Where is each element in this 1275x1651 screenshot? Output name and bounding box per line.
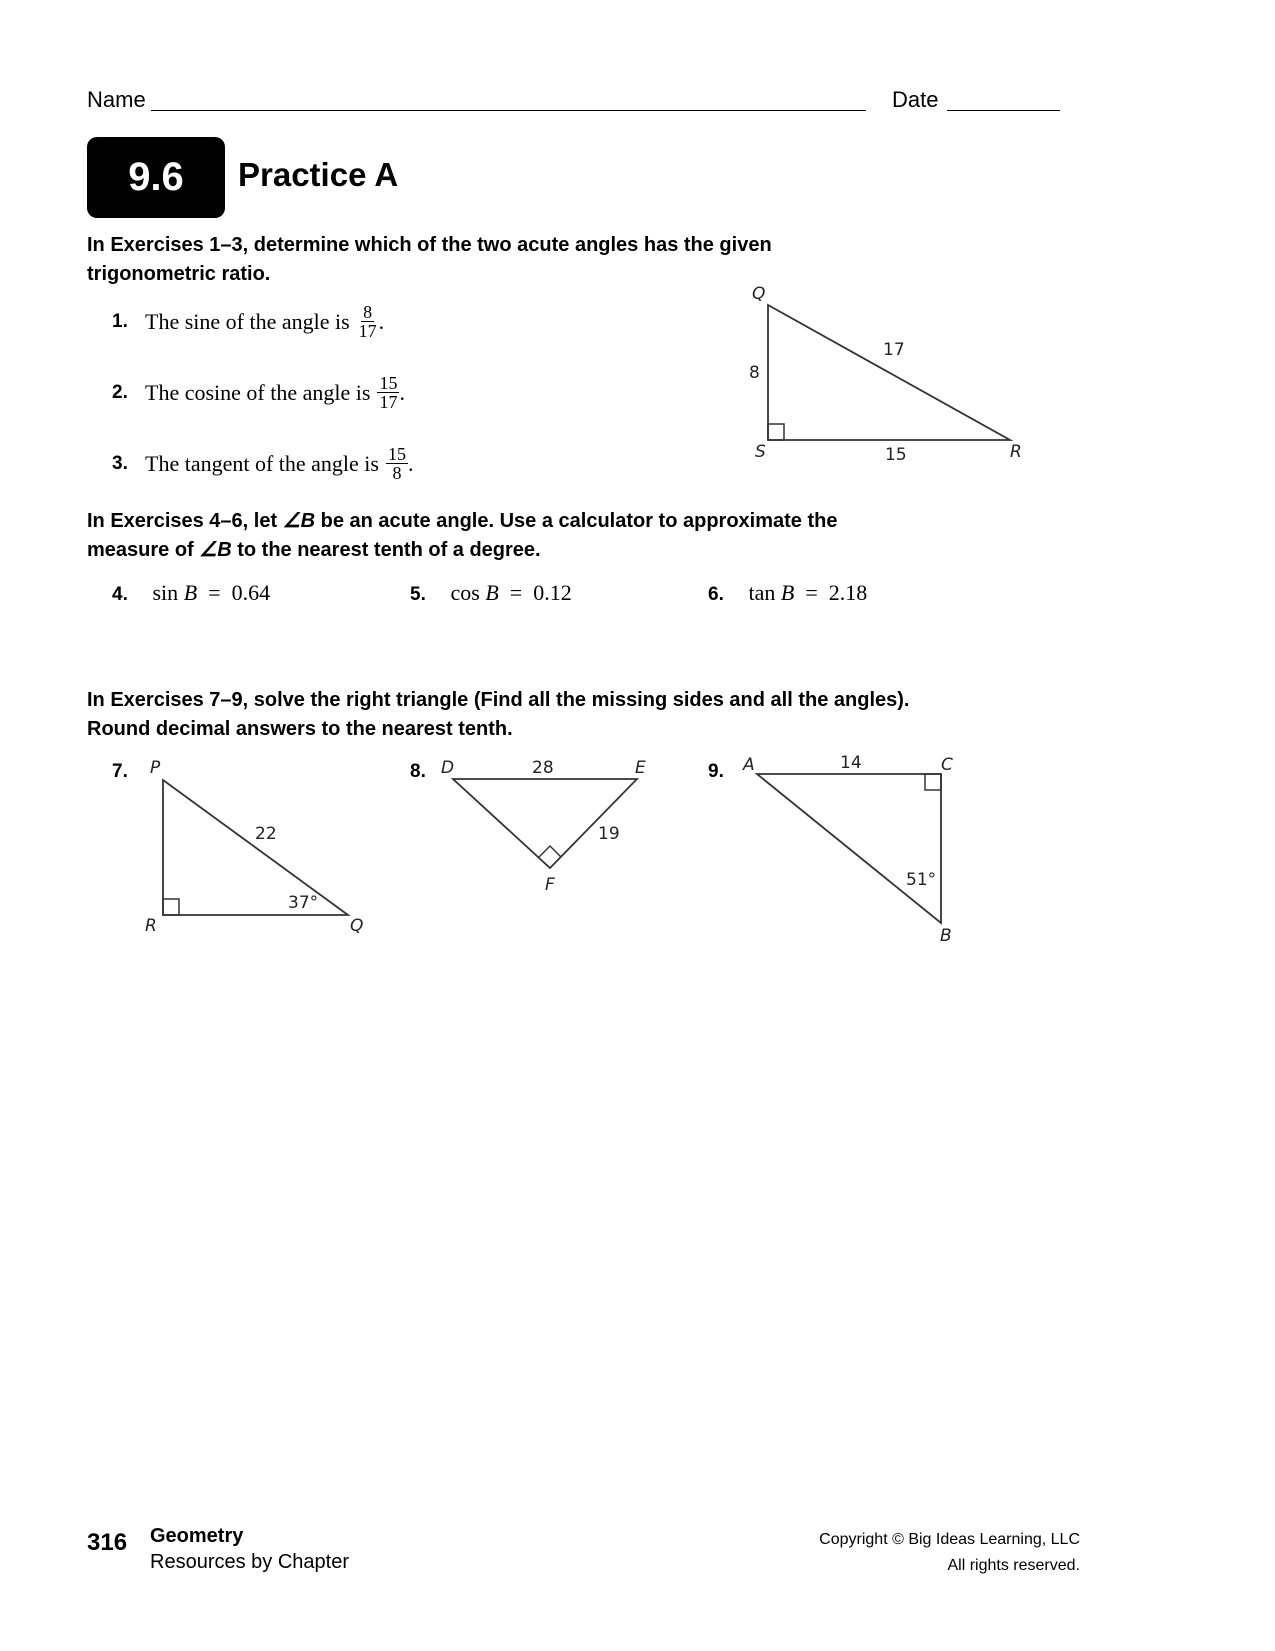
part3-instructions-line2: Round decimal answers to the nearest tenth. [87,718,513,740]
vertex-a: A [743,755,755,775]
exercise-number: 1. [112,310,128,332]
triangle-prq-figure [140,755,380,935]
exercise-text: The cosine of the angle is [145,379,371,405]
exercise-9-number: 9. [708,761,724,782]
value: 2.18 [828,580,868,605]
denominator: 17 [358,321,377,341]
vertex-s: S [755,442,766,462]
name-field[interactable] [151,86,866,111]
vertex-r: R [1010,442,1022,462]
part2-instructions [87,507,887,565]
angle-b: ∠B [282,510,316,532]
section-number-badge: 9.6 [87,137,225,218]
angle-q-label: 37° [288,893,319,913]
triangle-qsr-figure [740,280,1040,465]
book-subtitle: Resources by Chapter [150,1551,349,1573]
angle-b-label: 51° [906,870,937,890]
instructions-text: In Exercises 4–6, let [87,510,278,532]
vertex-c: C [941,755,953,775]
vertex-p: P [150,758,161,778]
exercise-text: The sine of the angle is [145,308,350,334]
equals: = [805,580,818,605]
value: 0.12 [533,580,572,605]
date-field[interactable] [947,86,1060,111]
angle-b: ∠B [199,539,232,561]
exercise-2 [112,374,405,411]
fraction [377,374,399,411]
side-de-label: 28 [532,758,554,778]
exercise-number: 6. [708,584,724,605]
exercise-8-number: 8. [410,761,426,782]
instructions-text: be an acute angle. Use a calculator to approximate the measure of [87,510,838,561]
part3-instructions-line1: In Exercises 7–9, solve the right triangle (Find all the missing sides and all the angles). [87,689,910,711]
side-ac-label: 14 [840,753,862,773]
exercise-number: 5. [410,584,426,605]
side-sr-label: 15 [885,445,907,465]
exercise-5 [410,580,572,606]
copyright-text: Copyright © Big Ideas Learning, LLC [819,1531,1080,1548]
right-angle-mark [539,846,561,857]
vertex-b: B [940,926,952,946]
variable: B [485,580,499,605]
trig-function: cos [450,580,480,605]
exercise-3 [112,445,413,482]
page-title: Practice A [238,156,399,193]
exercise-number: 4. [112,584,128,605]
triangle-qsr [768,305,1010,440]
side-ef-label: 19 [598,824,620,844]
exercise-number: 3. [112,452,128,474]
numerator: 15 [379,373,398,393]
triangle-def-figure [435,755,660,905]
vertex-f: F [545,875,555,895]
exercise-7-number: 7. [112,761,128,782]
right-angle-mark [925,774,941,790]
vertex-e: E [635,758,646,778]
trig-function: tan [748,580,776,605]
exercise-1 [112,303,384,340]
rights-text: All rights reserved. [947,1557,1080,1574]
right-angle-mark [768,424,784,440]
exercise-4 [112,580,270,606]
side-qs-label: 8 [749,363,760,383]
numerator: 15 [387,444,406,464]
exercise-number: 2. [112,381,128,403]
exercise-6 [708,580,867,606]
side-qr-label: 17 [883,340,905,360]
equals: = [208,580,221,605]
variable: B [183,580,198,605]
triangle-prq [163,780,348,915]
vertex-d: D [441,758,455,778]
copyright-block [819,1527,1080,1579]
date-label: Date [892,87,939,112]
variable: B [780,580,795,605]
period: . [378,308,385,334]
trig-function: sin [152,580,179,605]
vertex-q: Q [752,284,766,304]
value: 0.64 [231,580,271,605]
period: . [399,379,405,405]
triangle-acb [757,774,941,923]
numerator: 8 [363,302,373,322]
denominator: 8 [392,463,402,483]
right-angle-mark [163,899,179,915]
book-title: Geometry [150,1525,244,1547]
exercise-text: The tangent of the angle is [145,450,379,476]
fraction [386,445,408,482]
triangle-acb-figure [735,752,975,947]
denominator: 17 [379,392,398,412]
vertex-r: R [145,916,157,935]
fraction [357,303,379,340]
name-label: Name [87,87,146,112]
page-number: 316 [87,1529,128,1556]
side-pq-label: 22 [255,824,277,844]
equals: = [509,580,523,605]
instructions-text: to the nearest tenth of a degree. [237,539,541,561]
vertex-q: Q [350,916,364,935]
period: . [407,450,414,476]
part1-instructions: In Exercises 1–3, determine which of the two acute angles has the given trigonometric ratio. [87,234,772,285]
